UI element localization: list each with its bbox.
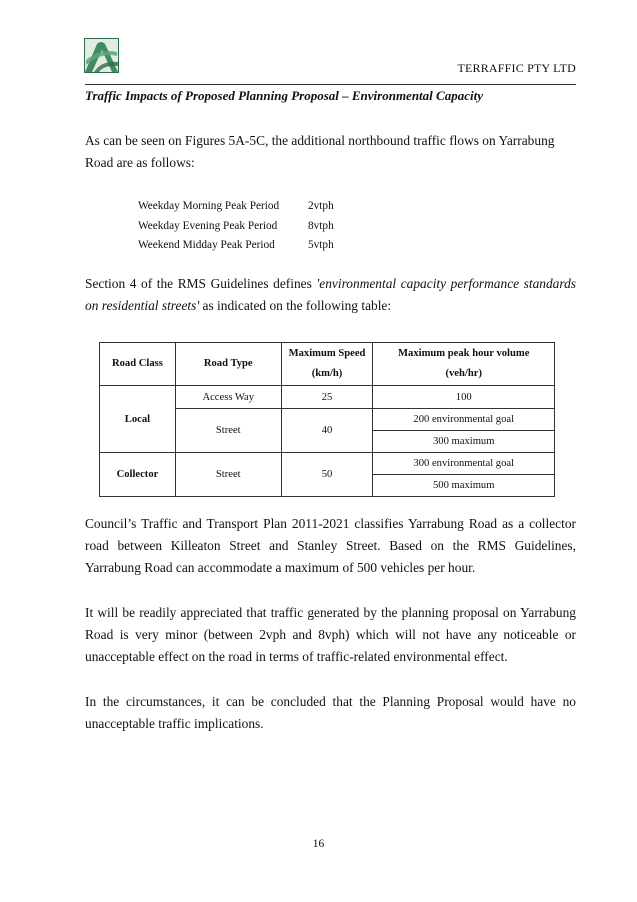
- header-max-volume-title: Maximum peak hour volume: [398, 348, 530, 359]
- section4-paragraph: [85, 273, 576, 317]
- cell-collector-type: Street: [175, 453, 281, 497]
- cell-access-speed: 25: [281, 386, 373, 409]
- header-max-volume-unit: (veh/hr): [445, 368, 482, 379]
- council-paragraph: Council’s Traffic and Transport Plan 2011-2021 classifies Yarrabung Road as a collector road between Killeaton Street and Stanley Street. Based on the RMS Guidelines, Yarrabung Road can accommodate a maximum of 500 vehicles per hour.: [85, 516, 576, 575]
- section4-tail: as indicated on the following table:: [199, 298, 392, 313]
- table-row: [100, 386, 555, 409]
- rms-capacity-table: [99, 342, 555, 497]
- table-row: [100, 453, 555, 475]
- table-header-row: [100, 343, 555, 386]
- cell-local-class: Local: [100, 386, 176, 453]
- appreciated-paragraph: It will be readily appreciated that traffic generated by the planning proposal on Yarrabung Road is very minor (between 2vph and 8vph) which will not have any noticeable or unacceptable effect on the road in terms of traffic-related environmental effect.: [85, 605, 576, 664]
- cell-collector-max: 500 maximum: [373, 475, 555, 497]
- cell-local-street-speed: 40: [281, 409, 373, 453]
- section-heading: Traffic Impacts of Proposed Planning Proposal – Environmental Capacity: [85, 88, 483, 103]
- flow-period: Weekday Evening Peak Period: [138, 219, 278, 232]
- flow-period: Weekday Morning Peak Period: [138, 200, 280, 212]
- cell-collector-goal: 300 environmental goal: [373, 453, 555, 475]
- cell-access-type: Access Way: [175, 386, 281, 409]
- section4-quote: 'environmental capacity performance standards on residential streets': [85, 276, 576, 313]
- flow-value: 5vtph: [308, 239, 334, 251]
- cell-local-street-max: 300 maximum: [373, 431, 555, 453]
- cell-local-street-goal: 200 environmental goal: [373, 409, 555, 431]
- header-max-speed: [281, 343, 373, 386]
- cell-local-street-type: Street: [175, 409, 281, 453]
- page-number: 16: [312, 838, 325, 850]
- header-road-type: Road Type: [175, 343, 281, 386]
- flow-row: [138, 236, 334, 256]
- cell-collector-class: Collector: [100, 453, 176, 497]
- company-logo: [84, 38, 119, 73]
- company-name: TERRAFFIC PTY LTD: [457, 61, 576, 75]
- header-road-class: Road Class: [100, 343, 176, 386]
- header-max-speed-title: Maximum Speed: [288, 348, 366, 359]
- intro-paragraph: As can be seen on Figures 5A-5C, the additional northbound traffic flows on Yarrabung Road are as follows:: [85, 133, 555, 170]
- cell-collector-speed: 50: [281, 453, 373, 497]
- header-max-volume: [373, 343, 555, 386]
- flow-row: [138, 197, 334, 217]
- flow-period: Weekend Midday Peak Period: [138, 239, 275, 251]
- section4-lead: Section 4 of the RMS Guidelines defines: [85, 276, 317, 291]
- traffic-flow-list: [138, 197, 334, 256]
- cell-access-volume: 100: [373, 386, 555, 409]
- flow-value: 2vtph: [308, 200, 334, 212]
- header-max-speed-unit: (km/h): [311, 368, 343, 379]
- conclusion-paragraph: In the circumstances, it can be concluded that the Planning Proposal would have no unacceptable traffic implications.: [85, 694, 576, 731]
- flow-row: [138, 217, 334, 237]
- header-rule: [85, 84, 576, 85]
- flow-value: 8vtph: [308, 219, 334, 232]
